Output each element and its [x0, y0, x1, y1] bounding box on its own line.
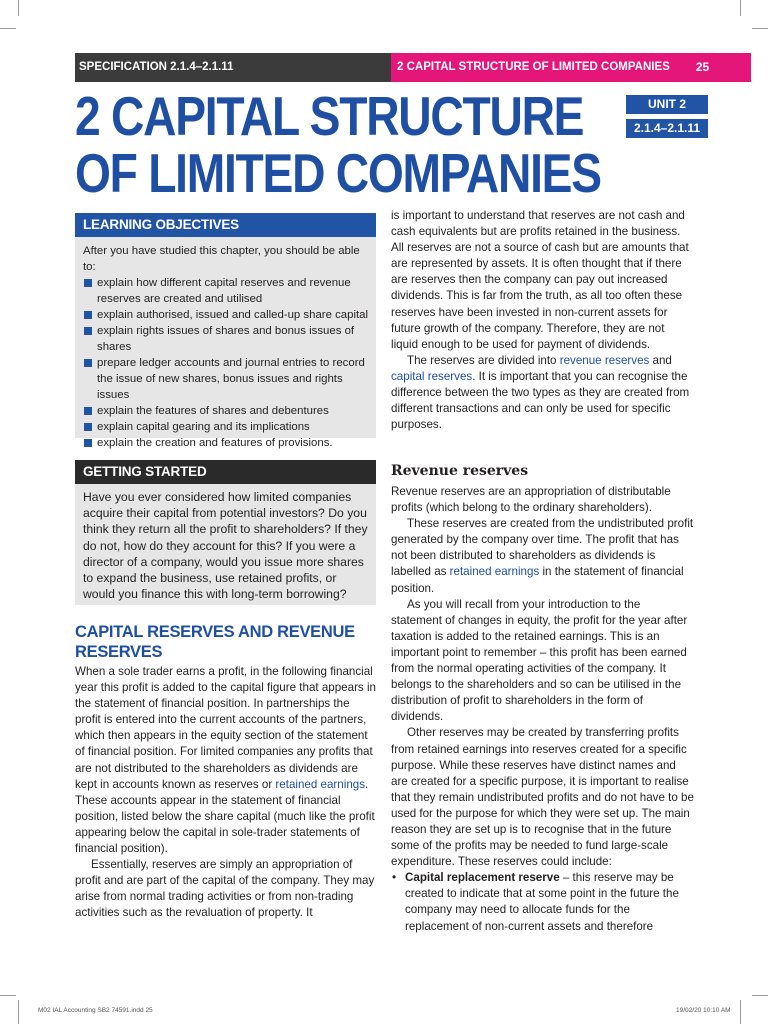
crop-mark — [752, 28, 768, 29]
crop-mark — [740, 0, 741, 16]
paragraph-text: in the statement of financial position. — [391, 565, 684, 595]
keyword-retained-earnings: retained earnings — [275, 777, 366, 791]
learning-objectives-list — [83, 275, 370, 451]
bullet-square-icon — [84, 439, 92, 447]
paragraph-text: . It is important that you can recognise the difference between the two types as they are created from different transactions and can only be used for specific purposes. — [391, 369, 690, 432]
keyword-revenue-reserves: revenue reserves — [559, 353, 650, 367]
list-item — [83, 275, 370, 307]
list-item — [83, 307, 370, 323]
bullet-square-icon — [84, 407, 92, 415]
getting-started-box — [75, 484, 376, 605]
list-item-text: explain capital gearing and its implications — [97, 421, 310, 433]
bullet-term: Capital replacement reserve — [405, 871, 560, 885]
keyword-capital-reserves: capital reserves — [391, 369, 473, 383]
learning-objectives-box — [75, 237, 376, 449]
page-title-line-1: 2 CAPITAL STRUCTURE — [75, 85, 584, 147]
getting-started-heading: GETTING STARTED — [75, 460, 376, 484]
page-title — [75, 85, 601, 204]
crop-mark — [18, 1000, 19, 1024]
crop-mark — [752, 995, 768, 996]
learning-objectives-intro: After you have studied this chapter, you should be able to: — [83, 245, 360, 273]
list-item — [83, 355, 370, 403]
footer-file-info: M02 IAL Accounting SB2 74591.indd 25 — [38, 1007, 153, 1014]
right-column-top — [391, 208, 694, 433]
list-item-text: explain rights issues of shares and bonus issues of shares — [97, 325, 355, 353]
paragraph — [391, 516, 694, 596]
paragraph — [75, 664, 378, 857]
crop-mark — [18, 0, 19, 16]
paragraph-text: These reserves are created from the undistributed profit generated by the company over time. The profit that has not been distributed to shareholders as dividends is labelled as — [391, 517, 694, 579]
list-item — [83, 403, 370, 419]
page-number: 25 — [695, 60, 710, 74]
chapter-header: 2 CAPITAL STRUCTURE OF LIMITED COMPANIES — [391, 53, 751, 82]
paragraph: Essentially, reserves are simply an appropriation of profit and are part of the capital of the company. They may arise from normal trading activities or from non-trading activities such as the revaluation of property. It — [75, 858, 375, 920]
list-item — [83, 323, 370, 355]
bullet-dot-icon: • — [392, 871, 397, 885]
page-title-line-2: OF LIMITED COMPANIES — [75, 142, 601, 204]
paragraph-text: . These accounts appear in the statement of financial position, listed below the share capital (much like the profit appearing below the capital in sole-trader statements of financial position). — [75, 777, 375, 856]
getting-started-text: Have you ever considered how limited companies acquire their capital from potential investors? Do you think they return all the profit to shareholders? If they do not, how do they account for this? If you were a director of a company, would you issue more shares to expand the business, use retained profits, or would you finance this with long-term borrowing? — [83, 490, 368, 602]
paragraph: is important to understand that reserves are not cash and cash equivalents but are profits retained in the business. All reserves are not a source of cash but are amounts that are represented by assets. It is often thought that if there are reserves then the company can pay out increased dividends. This is far from the truth, as all too often these reserves have been invested in non-current assets for future growth of the company. Therefore, they are not liquid enough to be used for payment of dividends. — [391, 209, 689, 351]
section-heading: CAPITAL RESERVES AND REVENUE RESERVES — [75, 623, 355, 661]
specification-label: SPECIFICATION 2.1.4–2.1.11 — [75, 53, 393, 82]
paragraph-text: The reserves are divided into — [407, 353, 560, 367]
list-item — [391, 870, 694, 934]
paragraph-text: When a sole trader earns a profit, in the following financial year this profit is added to the capital figure that appears in the statement of financial position. In partnerships the profit is entered into the current accounts of the partners, which then appears in the equity section of the statement of financial position. For limited companies any profits that are not distributed to the shareholders as dividends are kept in accounts known as reserves or — [75, 665, 376, 791]
left-column-body — [75, 664, 378, 922]
list-item-text: explain how different capital reserves and revenue reserves are created and utilised — [97, 277, 351, 305]
keyword-retained-earnings: retained earnings — [449, 565, 540, 579]
unit-badge: UNIT 2 — [626, 95, 708, 114]
crop-mark — [0, 995, 16, 996]
list-item-text: explain the creation and features of provisions. — [97, 437, 333, 449]
bullet-square-icon — [84, 327, 92, 335]
crop-mark — [740, 1000, 741, 1024]
paragraph-text: and — [649, 353, 672, 367]
bullet-square-icon — [84, 359, 92, 367]
list-item — [83, 435, 370, 451]
list-item-text: explain authorised, issued and called-up share capital — [97, 309, 369, 321]
paragraph: Revenue reserves are an appropriation of distributable profits (which belong to the ordinary shareholders). — [391, 485, 671, 515]
list-item-text: explain the features of shares and debentures — [97, 405, 329, 417]
bullet-square-icon — [84, 279, 92, 287]
paragraph: Other reserves may be created by transferring profits from retained earnings into reserves created for a specific purpose. While these reserves have distinct names and are created for a specific purpose, it is important to realise that they remain undistributed profits and do not have to be used for the purpose for which they were set up. The main reason they are set up is to recognise that in the future some of the profits may be needed to fund large-scale expenditure. These reserves could include: — [391, 726, 694, 869]
bullet-text: – this reserve may be created to indicate that at some point in the future the company may need to allocate funds for the replacement of non-current assets and therefore — [405, 871, 679, 933]
footer-date: 19/02/20 10:10 AM — [676, 1007, 731, 1014]
right-column-bottom — [391, 484, 694, 935]
bullet-square-icon — [84, 311, 92, 319]
paragraph — [391, 353, 694, 433]
subsection-heading: Revenue reserves — [391, 463, 529, 479]
unit-range-badge: 2.1.4–2.1.11 — [626, 119, 708, 138]
list-item-text: prepare ledger accounts and journal entries to record the issue of new shares, bonus issues and rights issues — [97, 357, 365, 401]
crop-mark — [0, 28, 16, 29]
bullet-square-icon — [84, 423, 92, 431]
learning-objectives-heading: LEARNING OBJECTIVES — [75, 213, 376, 237]
list-item — [83, 419, 370, 435]
paragraph: As you will recall from your introduction to the statement of changes in equity, the profit for the year after taxation is added to the retained earnings. This is an important point to remember – this profit has been earned from the normal operating activities of the company. It belongs to the shareholders and so can be utilised in the distribution of profit to shareholders in the form of dividends. — [391, 597, 688, 724]
